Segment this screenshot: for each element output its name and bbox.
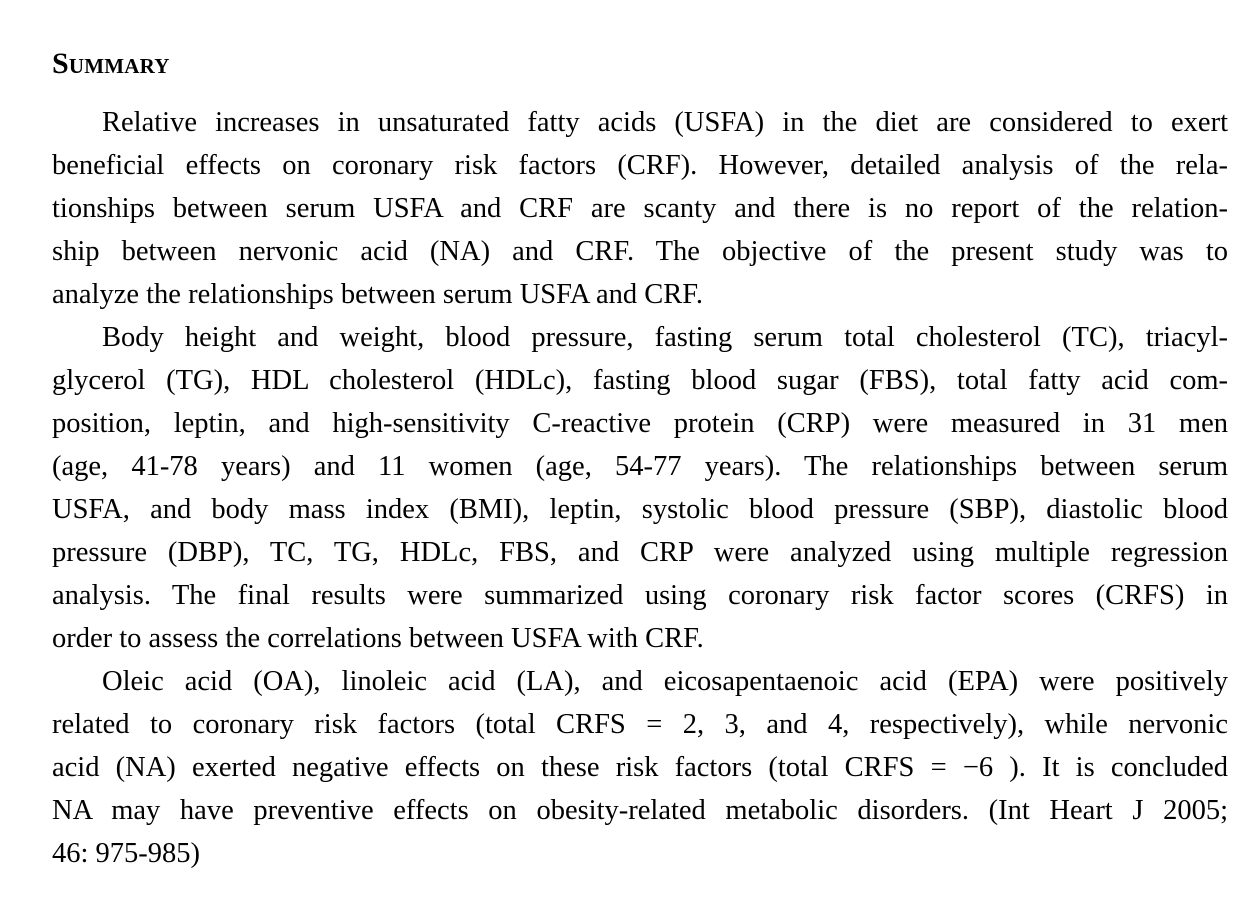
text-line: (age, 41-78 years) and 11 women (age, 54-77 years). The relationships between serum	[52, 451, 1228, 482]
paragraph-methods	[52, 316, 1228, 660]
text-line: USFA, and body mass index (BMI), leptin, systolic blood pressure (SBP), diastolic blood	[52, 494, 1228, 525]
text-line: analyze the relationships between serum USFA and CRF.	[52, 279, 703, 310]
text-line: NA may have preventive effects on obesity-related metabolic disorders. (Int Heart J 2005;	[52, 795, 1228, 826]
text-line: Body height and weight, blood pressure, fasting serum total cholesterol (TC), triacyl-	[102, 322, 1228, 353]
text-line: beneficial effects on coronary risk factors (CRF). However, detailed analysis of the rela-	[52, 150, 1228, 181]
text-line: pressure (DBP), TC, TG, HDLc, FBS, and CRP were analyzed using multiple regression	[52, 537, 1228, 568]
text-line: glycerol (TG), HDL cholesterol (HDLc), fasting blood sugar (FBS), total fatty acid com-	[52, 365, 1228, 396]
text-line: 46: 975-985)	[52, 838, 201, 869]
abstract-summary	[52, 44, 1228, 875]
text-line: acid (NA) exerted negative effects on these risk factors (total CRFS = −6 ). It is concluded	[52, 752, 1228, 783]
text-line: tionships between serum USFA and CRF are scanty and there is no report of the relation-	[52, 193, 1228, 224]
text-line: analysis. The final results were summarized using coronary risk factor scores (CRFS) in	[52, 580, 1228, 611]
section-heading: Summary	[52, 47, 170, 80]
text-line: Relative increases in unsaturated fatty acids (USFA) in the diet are considered to exert	[102, 107, 1228, 138]
text-line: position, leptin, and high-sensitivity C-reactive protein (CRP) were measured in 31 men	[52, 408, 1228, 439]
text-line: order to assess the correlations between USFA with CRF.	[52, 623, 704, 654]
text-line: Oleic acid (OA), linoleic acid (LA), and eicosapentaenoic acid (EPA) were positively	[102, 666, 1228, 697]
paragraph-results	[52, 660, 1228, 875]
text-line: related to coronary risk factors (total CRFS = 2, 3, and 4, respectively), while nervonic	[52, 709, 1228, 740]
paragraph-background	[52, 101, 1228, 316]
text-line: ship between nervonic acid (NA) and CRF. The objective of the present study was to	[52, 236, 1228, 267]
